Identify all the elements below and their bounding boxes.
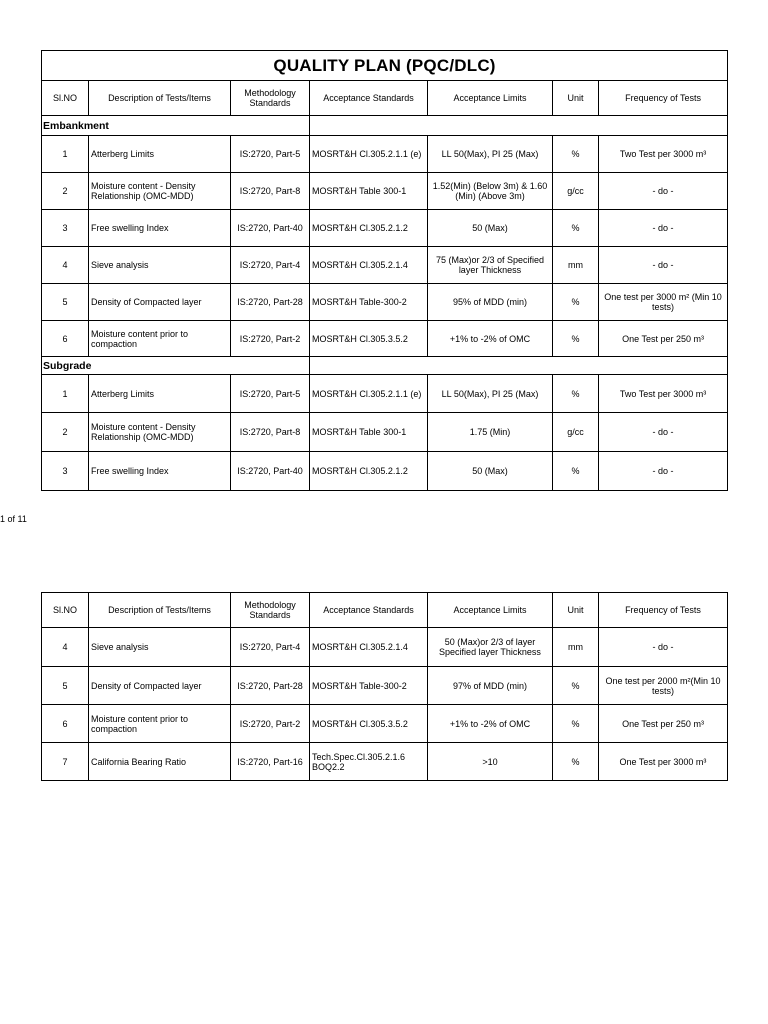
cell-frequency: One Test per 250 m³	[599, 321, 728, 357]
cell-methodology: IS:2720, Part-40	[231, 210, 310, 247]
table-row	[42, 136, 728, 173]
cell-unit: %	[553, 743, 599, 781]
page-number: 1 of 11	[0, 514, 27, 524]
table-row	[42, 628, 728, 667]
cell-slno: 5	[42, 667, 89, 705]
quality-plan-table-continued	[41, 592, 728, 781]
header-unit: Unit	[553, 81, 599, 116]
cell-methodology: IS:2720, Part-16	[231, 743, 310, 781]
cell-slno: 7	[42, 743, 89, 781]
cell-unit: %	[553, 210, 599, 247]
cell-acceptance-limit: +1% to -2% of OMC	[428, 705, 553, 743]
cell-slno: 3	[42, 210, 89, 247]
cell-description: Density of Compacted layer	[89, 667, 231, 705]
cell-slno: 4	[42, 628, 89, 667]
cell-unit: %	[553, 667, 599, 705]
section-row-subgrade	[42, 357, 728, 375]
cell-acceptance-limit: 75 (Max)or 2/3 of Specified layer Thickness	[428, 247, 553, 284]
cell-unit: g/cc	[553, 413, 599, 452]
header-row	[42, 81, 728, 116]
header-slno: Sl.NO	[42, 81, 89, 116]
header-methodology: Methodology Standards	[231, 593, 310, 628]
cell-frequency: - do -	[599, 628, 728, 667]
header-frequency: Frequency of Tests	[599, 81, 728, 116]
cell-methodology: IS:2720, Part-28	[231, 667, 310, 705]
cell-methodology: IS:2720, Part-8	[231, 413, 310, 452]
table-row	[42, 705, 728, 743]
cell-unit: mm	[553, 628, 599, 667]
cell-acceptance-limit: +1% to -2% of OMC	[428, 321, 553, 357]
cell-acceptance-standard: MOSRT&H Cl.305.3.5.2	[310, 705, 428, 743]
cell-methodology: IS:2720, Part-5	[231, 136, 310, 173]
table-row	[42, 743, 728, 781]
header-frequency: Frequency of Tests	[599, 593, 728, 628]
header-description: Description of Tests/Items	[89, 81, 231, 116]
cell-description: California Bearing Ratio	[89, 743, 231, 781]
cell-description: Atterberg Limits	[89, 375, 231, 413]
cell-description: Free swelling Index	[89, 452, 231, 491]
table-row	[42, 321, 728, 357]
cell-frequency: - do -	[599, 247, 728, 284]
cell-description: Density of Compacted layer	[89, 284, 231, 321]
table-row	[42, 667, 728, 705]
cell-acceptance-limit: 97% of MDD (min)	[428, 667, 553, 705]
cell-slno: 2	[42, 413, 89, 452]
embankment-rows	[42, 136, 728, 357]
cell-unit: %	[553, 321, 599, 357]
cell-acceptance-limit: 1.52(Min) (Below 3m) & 1.60 (Min) (Above 3m)	[428, 173, 553, 210]
cell-slno: 1	[42, 136, 89, 173]
cell-acceptance-limit: 1.75 (Min)	[428, 413, 553, 452]
cell-acceptance-standard: MOSRT&H Table 300-1	[310, 173, 428, 210]
cell-unit: %	[553, 284, 599, 321]
cell-methodology: IS:2720, Part-8	[231, 173, 310, 210]
cell-slno: 2	[42, 173, 89, 210]
cell-description: Moisture content - Density Relationship (OMC-MDD)	[89, 173, 231, 210]
table-row	[42, 452, 728, 491]
cell-acceptance-standard: MOSRT&H Table-300-2	[310, 667, 428, 705]
quality-plan-table	[41, 50, 728, 491]
cell-unit: %	[553, 136, 599, 173]
cell-unit: %	[553, 375, 599, 413]
cell-slno: 3	[42, 452, 89, 491]
header-slno: Sl.NO	[42, 593, 89, 628]
cell-acceptance-limit: 50 (Max)or 2/3 of layer Specified layer Thickness	[428, 628, 553, 667]
subgrade-rows	[42, 375, 728, 491]
cell-methodology: IS:2720, Part-4	[231, 628, 310, 667]
cell-frequency: Two Test per 3000 m³	[599, 136, 728, 173]
table-row	[42, 173, 728, 210]
cell-frequency: One test per 3000 m² (Min 10 tests)	[599, 284, 728, 321]
cell-description: Free swelling Index	[89, 210, 231, 247]
cell-description: Moisture content prior to compaction	[89, 705, 231, 743]
cell-acceptance-limit: LL 50(Max), PI 25 (Max)	[428, 375, 553, 413]
cell-frequency: - do -	[599, 452, 728, 491]
cell-slno: 5	[42, 284, 89, 321]
table-row	[42, 284, 728, 321]
cell-unit: %	[553, 452, 599, 491]
cell-description: Moisture content prior to compaction	[89, 321, 231, 357]
cell-description: Sieve analysis	[89, 628, 231, 667]
cell-frequency: - do -	[599, 210, 728, 247]
cell-methodology: IS:2720, Part-4	[231, 247, 310, 284]
cell-acceptance-standard: MOSRT&H Cl.305.2.1.1 (e)	[310, 136, 428, 173]
header-acceptance-standards: Acceptance Standards	[310, 81, 428, 116]
cell-methodology: IS:2720, Part-28	[231, 284, 310, 321]
cell-methodology: IS:2720, Part-5	[231, 375, 310, 413]
table-row	[42, 413, 728, 452]
header-acceptance-limits: Acceptance Limits	[428, 81, 553, 116]
cell-acceptance-standard: MOSRT&H Cl.305.2.1.4	[310, 247, 428, 284]
cell-acceptance-limit: 50 (Max)	[428, 210, 553, 247]
cell-acceptance-limit: LL 50(Max), PI 25 (Max)	[428, 136, 553, 173]
cell-acceptance-limit: 95% of MDD (min)	[428, 284, 553, 321]
cell-frequency: Two Test per 3000 m³	[599, 375, 728, 413]
cell-description: Atterberg Limits	[89, 136, 231, 173]
cell-slno: 4	[42, 247, 89, 284]
cell-acceptance-standard: MOSRT&H Cl.305.2.1.2	[310, 210, 428, 247]
cell-acceptance-limit: >10	[428, 743, 553, 781]
cell-methodology: IS:2720, Part-40	[231, 452, 310, 491]
cell-description: Sieve analysis	[89, 247, 231, 284]
section-label-subgrade: Subgrade	[42, 357, 310, 375]
cell-acceptance-standard: MOSRT&H Cl.305.2.1.1 (e)	[310, 375, 428, 413]
cell-unit: g/cc	[553, 173, 599, 210]
cell-acceptance-standard: MOSRT&H Cl.305.2.1.2	[310, 452, 428, 491]
header-acceptance-standards: Acceptance Standards	[310, 593, 428, 628]
cell-frequency: - do -	[599, 413, 728, 452]
cell-frequency: One Test per 3000 m³	[599, 743, 728, 781]
cell-acceptance-standard: Tech.Spec.Cl.305.2.1.6 BOQ2.2	[310, 743, 428, 781]
header-methodology: Methodology Standards	[231, 81, 310, 116]
cell-methodology: IS:2720, Part-2	[231, 705, 310, 743]
table-row	[42, 247, 728, 284]
header-unit: Unit	[553, 593, 599, 628]
cell-acceptance-standard: MOSRT&H Cl.305.2.1.4	[310, 628, 428, 667]
table-row	[42, 375, 728, 413]
cell-slno: 6	[42, 321, 89, 357]
table-row	[42, 210, 728, 247]
header-row	[42, 593, 728, 628]
cell-acceptance-standard: MOSRT&H Cl.305.3.5.2	[310, 321, 428, 357]
continued-rows	[42, 628, 728, 781]
cell-acceptance-standard: MOSRT&H Table-300-2	[310, 284, 428, 321]
section-label-embankment: Embankment	[42, 116, 310, 136]
header-description: Description of Tests/Items	[89, 593, 231, 628]
page-title: QUALITY PLAN (PQC/DLC)	[42, 51, 728, 81]
cell-slno: 6	[42, 705, 89, 743]
cell-frequency: One test per 2000 m²(Min 10 tests)	[599, 667, 728, 705]
cell-slno: 1	[42, 375, 89, 413]
cell-acceptance-standard: MOSRT&H Table 300-1	[310, 413, 428, 452]
header-acceptance-limits: Acceptance Limits	[428, 593, 553, 628]
section-row-embankment	[42, 116, 728, 136]
cell-methodology: IS:2720, Part-2	[231, 321, 310, 357]
cell-acceptance-limit: 50 (Max)	[428, 452, 553, 491]
cell-frequency: - do -	[599, 173, 728, 210]
cell-frequency: One Test per 250 m³	[599, 705, 728, 743]
cell-description: Moisture content - Density Relationship (OMC-MDD)	[89, 413, 231, 452]
cell-unit: %	[553, 705, 599, 743]
cell-unit: mm	[553, 247, 599, 284]
